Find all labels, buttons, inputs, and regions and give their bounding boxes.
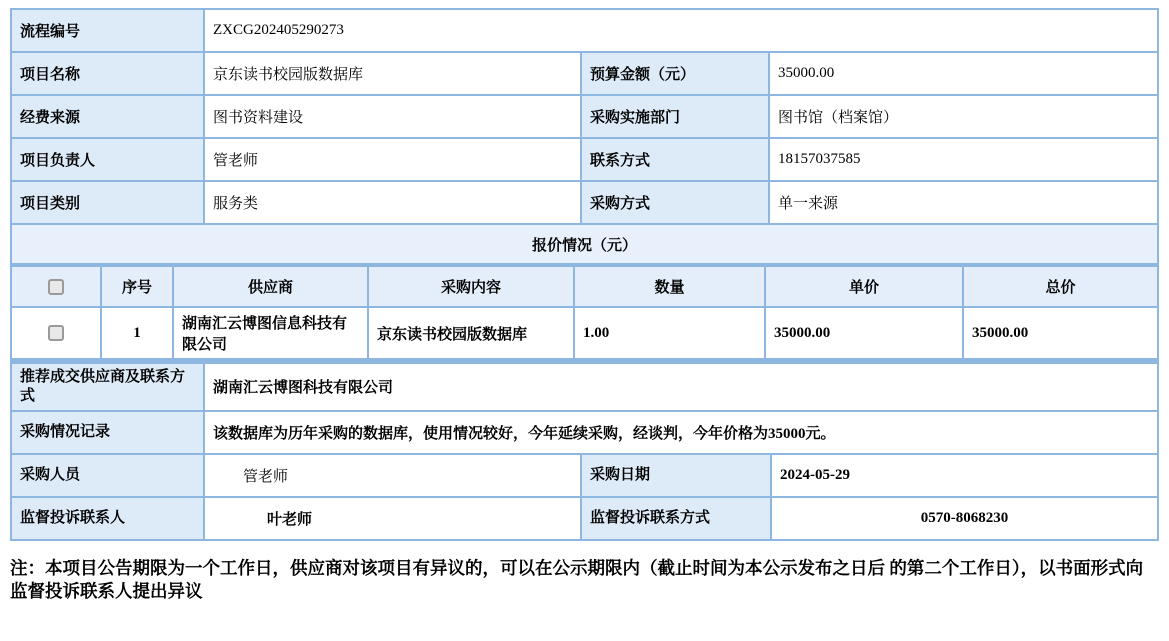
row-checkbox[interactable]: [48, 325, 64, 341]
procurement-record-label: 采购情况记录: [11, 411, 204, 454]
qty-value: 1.00: [574, 307, 765, 359]
project-leader-value: 管老师: [204, 138, 581, 181]
col-qty: 数量: [574, 266, 765, 307]
col-unit-price: 单价: [765, 266, 963, 307]
process-number-label: 流程编号: [11, 9, 204, 52]
table-row: [11, 9, 1158, 52]
budget-label: 预算金额（元）: [581, 52, 769, 95]
unit-price-value: 35000.00: [765, 307, 963, 359]
project-name-label: 项目名称: [11, 52, 204, 95]
supervisor-phone-label: 监督投诉联系方式: [581, 497, 771, 540]
table-row: [11, 95, 1158, 138]
project-category-value: 服务类: [204, 181, 581, 224]
procure-method-value: 单一来源: [769, 181, 1158, 224]
table-row: [11, 181, 1158, 224]
table-row: [11, 497, 1158, 540]
result-info-table: [10, 362, 1159, 541]
buyer-label: 采购人员: [11, 454, 204, 497]
col-seq: 序号: [101, 266, 173, 307]
col-total-price: 总价: [963, 266, 1158, 307]
buyer-value: 管老师: [204, 454, 581, 497]
quote-section-title: 报价情况（元）: [10, 225, 1159, 263]
budget-value: 35000.00: [769, 52, 1158, 95]
select-all-checkbox[interactable]: [48, 279, 64, 295]
col-supplier: 供应商: [173, 266, 368, 307]
table-row: [11, 454, 1158, 497]
project-leader-label: 项目负责人: [11, 138, 204, 181]
table-row: [11, 411, 1158, 454]
contact-label: 联系方式: [581, 138, 769, 181]
quotation-row: [11, 307, 1158, 359]
table-row: [11, 138, 1158, 181]
purchase-date-value: 2024-05-29: [771, 454, 1158, 497]
department-label: 采购实施部门: [581, 95, 769, 138]
table-row: [11, 363, 1158, 411]
purchase-date-label: 采购日期: [581, 454, 771, 497]
recommended-supplier-label: 推荐成交供应商及联系方式: [11, 363, 204, 411]
fund-source-value: 图书资料建设: [204, 95, 581, 138]
seq-value: 1: [101, 307, 173, 359]
procurement-announcement: [10, 8, 1159, 541]
process-number-value: ZXCG202405290273: [204, 9, 1158, 52]
quotation-header-row: [11, 266, 1158, 307]
select-all-cell: [11, 266, 101, 307]
project-info-table: [10, 8, 1159, 225]
fund-source-label: 经费来源: [11, 95, 204, 138]
recommended-supplier-value: 湖南汇云博图科技有限公司: [204, 363, 1158, 411]
project-category-label: 项目类别: [11, 181, 204, 224]
row-select-cell: [11, 307, 101, 359]
total-price-value: 35000.00: [963, 307, 1158, 359]
supervisor-contact-label: 监督投诉联系人: [11, 497, 204, 540]
content-value: 京东读书校园版数据库: [368, 307, 574, 359]
contact-value: 18157037585: [769, 138, 1158, 181]
procurement-record-value: 该数据库为历年采购的数据库，使用情况较好，今年延续采购，经谈判，今年价格为35000元。: [204, 411, 1158, 454]
supplier-value: 湖南汇云博图信息科技有限公司: [173, 307, 368, 359]
announcement-note: 注：本项目公告期限为一个工作日，供应商对该项目有异议的，可以在公示期限内（截止时间为本公示发布之日后 的第二个工作日），以书面形式向监督投诉联系人提出异议: [10, 557, 1144, 602]
project-name-value: 京东读书校园版数据库: [204, 52, 581, 95]
quotation-table: [10, 265, 1159, 360]
supervisor-phone-value: 0570-8068230: [771, 497, 1158, 540]
col-content: 采购内容: [368, 266, 574, 307]
procure-method-label: 采购方式: [581, 181, 769, 224]
supervisor-contact-value: 叶老师: [204, 497, 581, 540]
department-value: 图书馆（档案馆）: [769, 95, 1158, 138]
table-row: [11, 52, 1158, 95]
